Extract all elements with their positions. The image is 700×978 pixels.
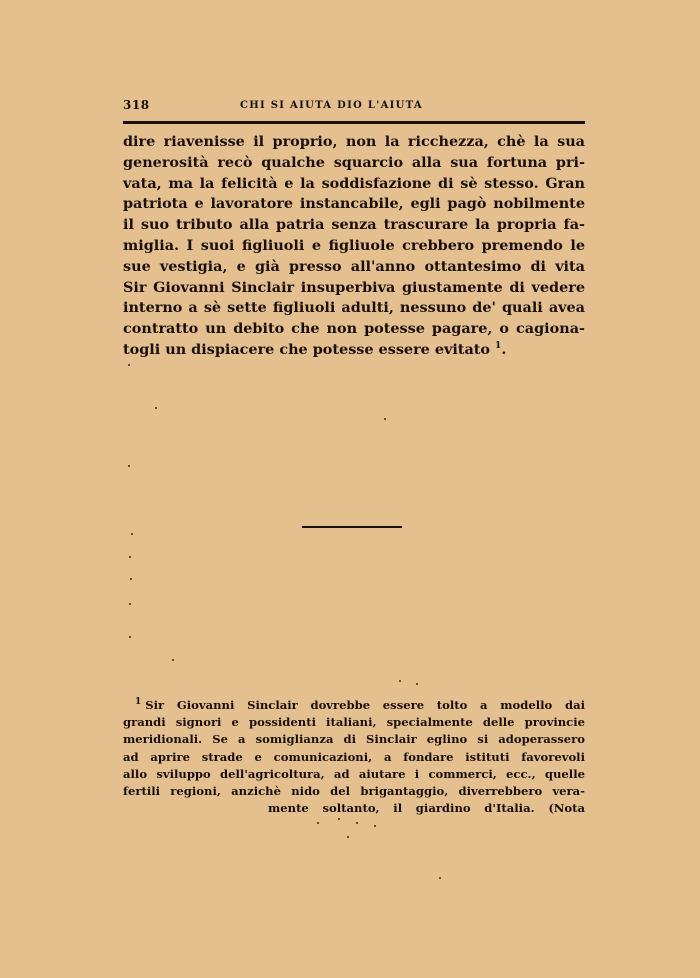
scan-speck (384, 418, 386, 420)
footnote-line-content: Sir Giovanni Sinclair dovrebbe essere tolto a modello dai (145, 698, 585, 712)
text-line: sue vestigia, e già presso all'anno ottantesimo di vita (123, 257, 585, 275)
scan-speck (439, 877, 441, 879)
text-line: generosità recò qualche squarcio alla sua fortuna pri- (123, 153, 585, 171)
scan-speck (128, 465, 130, 467)
text-line-last: togli un dispiacere che potesse essere evitato $^1$. (123, 340, 507, 358)
scan-speck (155, 407, 157, 409)
text-line: Sir Giovanni Sinclair insuperbiva giustamente di vedere (123, 278, 585, 296)
scan-speck (129, 556, 131, 558)
footnote-separator (302, 526, 402, 528)
scan-speck (131, 533, 133, 535)
footnote-line: grandi signori e possidenti italiani, specialmente delle provincie (123, 715, 585, 730)
footnote-line: allo sviluppo dell'agricoltura, ad aiutare i commerci, ecc., quelle (123, 766, 585, 781)
text-line-content: togli un dispiacere che potesse essere evitato (123, 340, 491, 358)
header-rule (123, 121, 585, 124)
footnote-line (123, 697, 585, 714)
text-line: vata, ma la felicità e la soddisfazione di sè stesso. Gran (123, 174, 585, 192)
scan-speck (128, 364, 130, 366)
scan-speck (399, 680, 401, 682)
text-line: patriota e lavoratore instancabile, egli pagò nobilmente (123, 195, 585, 213)
scan-speck (374, 825, 376, 827)
text-line: contratto un debito che non potesse pagare, o cagiona- (123, 320, 585, 338)
page-number: 318 (123, 98, 150, 112)
scan-speck (130, 578, 132, 580)
footnote-line: ad aprire strade e comunicazioni, a fondare istituti favorevoli (123, 749, 585, 764)
main-text (123, 132, 585, 361)
running-title: CHI SI AIUTA DIO L'AIUTA (240, 100, 423, 111)
scan-speck (338, 818, 340, 820)
text-line: miglia. I suoi figliuoli e figliuole crebbero premendo le (123, 236, 585, 254)
footnote-line: fertili regioni, anzichè nido del brigantaggio, diverrebbero vera- (123, 784, 585, 799)
scan-speck (129, 636, 131, 638)
footnote (123, 697, 585, 817)
scan-speck (416, 683, 418, 685)
scan-speck (317, 822, 319, 824)
footnote-line: meridionali. Se a somiglianza di Sinclair eglino si adoperassero (123, 732, 585, 747)
footnote-marker: 1 (135, 697, 142, 708)
footnote-line: mente soltanto, il giardino d'Italia. (Nota (268, 801, 585, 816)
scan-speck (356, 822, 358, 824)
scan-speck (129, 603, 131, 605)
text-line: dire riavenisse il proprio, non la ricchezza, chè la sua (123, 133, 585, 150)
scan-speck (172, 659, 174, 661)
scan-speck (347, 836, 349, 838)
text-line: il suo tributo alla patria senza trascurare la propria fa- (123, 216, 585, 234)
footnote-reference[interactable]: 1 (495, 341, 502, 352)
text-line: interno a sè sette figliuoli adulti, nessuno de' quali avea (123, 299, 585, 317)
